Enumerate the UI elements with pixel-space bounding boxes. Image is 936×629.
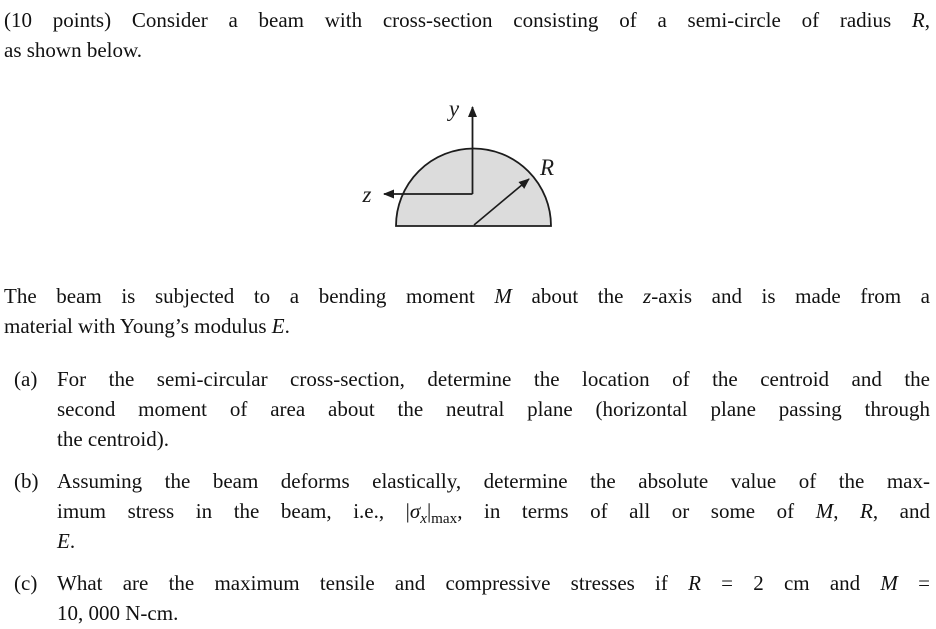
text-line: as shown below. (4, 38, 143, 62)
text-line: the centroid). (57, 427, 169, 451)
text-line: E. (57, 529, 76, 553)
radius-label: R (539, 155, 555, 180)
semicircle-shape (396, 149, 551, 227)
text-line: Assuming the beam deforms elastically, determine the absolute value of the max- (57, 469, 930, 493)
text-line: For the semi-circular cross-section, determine the location of the centroid and the (57, 367, 930, 391)
part-b-text (57, 466, 930, 556)
text-line: material with Young’s modulus E. (4, 314, 290, 338)
description-paragraph (4, 281, 930, 341)
part-c-marker: (c) (14, 571, 38, 595)
part-c (4, 568, 930, 628)
text-line: The beam is subjected to a bending moment M about the z-axis and is made from a (4, 284, 930, 308)
part-b (4, 466, 930, 556)
part-b-marker: (b) (14, 469, 39, 493)
part-a (4, 364, 930, 454)
z-axis-label: z (362, 182, 372, 207)
part-a-text (57, 364, 930, 454)
semicircle-diagram (4, 91, 930, 241)
y-axis-label: y (448, 96, 460, 121)
text-line: (10 points) Consider a beam with cross-section consisting of a semi-circle of radius R, (4, 8, 930, 32)
text-line: second moment of area about the neutral plane (horizontal plane passing through (57, 397, 930, 421)
text-line: 10, 000 N-cm. (57, 601, 179, 625)
part-c-text (57, 568, 930, 628)
text-line: imum stress in the beam, i.e., $|\sigma_x|_{max}$, in terms of all or some of M, R, and (57, 499, 930, 528)
intro-paragraph (4, 5, 930, 65)
part-a-marker: (a) (14, 367, 38, 391)
cross-section-figure (4, 91, 930, 241)
parts-list (4, 364, 930, 628)
text-line: What are the maximum tensile and compressive stresses if R = 2 cm and M = (57, 571, 930, 595)
